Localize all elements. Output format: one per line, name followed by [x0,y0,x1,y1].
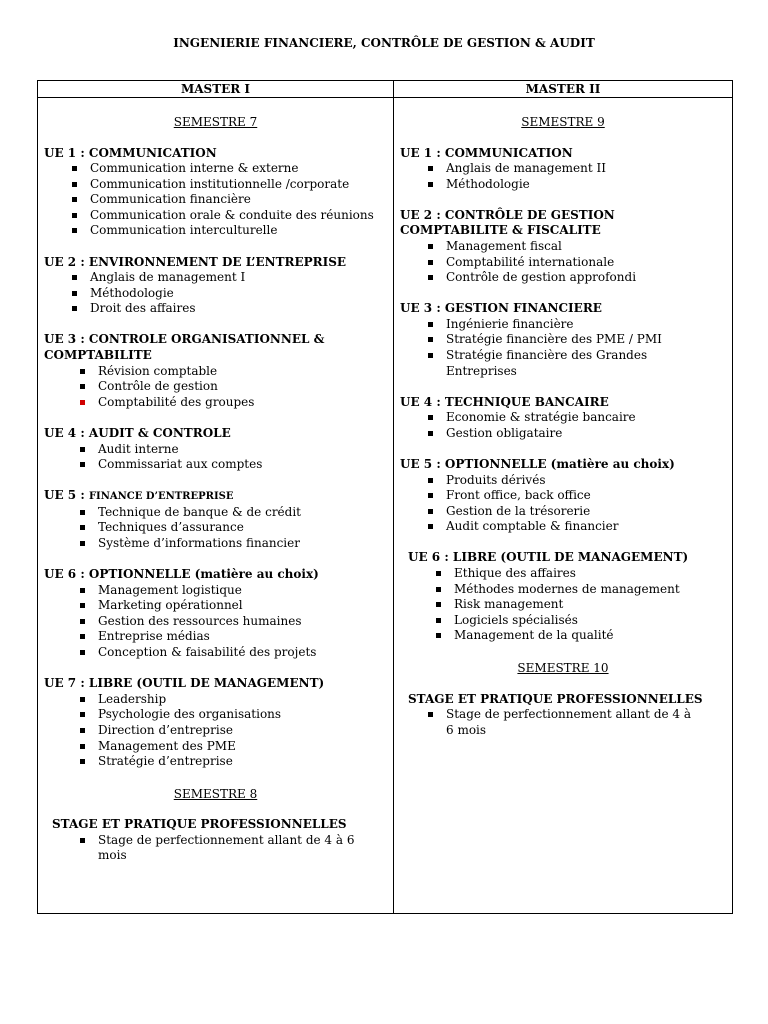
list-item: Techniques d’assurance [80,520,387,536]
semester-10-title: SEMESTRE 10 [517,661,609,676]
list-item: Comptabilité internationale [428,255,726,271]
list-item: Méthodologie [72,286,387,302]
ue-title: UE 1 : COMMUNICATION [44,145,217,160]
list-item: Technique de banque & de crédit [80,505,387,521]
semester-7-title: SEMESTRE 7 [173,115,258,129]
list-item: Contrôle de gestion approfondi [428,270,726,286]
list-item: Stratégie d’entreprise [80,754,387,770]
ue-title: UE 6 : LIBRE (OUTIL DE MANAGEMENT) [408,550,689,565]
master-1-header: MASTER I [38,81,394,98]
list-item: Economie & stratégie bancaire [428,410,726,426]
ue-title: UE 6 : OPTIONNELLE (matière au choix) [44,567,319,582]
stage-title: STAGE ET PRATIQUE PROFESSIONNELLES [408,691,703,706]
ue-title: UE 5 : OPTIONNELLE (matière au choix) [400,457,675,471]
list-item: Comptabilité des groupes [80,395,387,411]
list-item: Anglais de management I [72,270,387,286]
list-item: Audit interne [80,442,387,458]
list-item: Risk management [436,597,726,613]
list-item: Contrôle de gestion [80,379,387,395]
ue-block [44,255,387,317]
stage-title: STAGE ET PRATIQUE PROFESSIONNELLES [52,817,347,832]
list-item: Communication interne & externe [72,161,387,177]
list-item: Stage de perfectionnement allant de 4 à 6 mois [428,707,726,738]
ue-title: UE 3 : CONTROLE ORGANISATIONNEL & COMPTABILITE [44,332,325,363]
header-row [38,81,733,98]
list-item: Produits dérivés [428,473,726,489]
content-row [38,98,733,914]
semester-8-title: SEMESTRE 8 [173,786,258,801]
ue-block [400,550,726,644]
list-item: Communication financière [72,192,387,208]
ue-title: UE 2 : CONTRÔLE DE GESTION COMPTABILITE & FISCALITE [400,207,615,238]
list-item: Gestion des ressources humaines [80,614,387,630]
list-item: Direction d’entreprise [80,723,387,739]
list-item: Stratégie financière des Grandes Entreprises [428,348,726,379]
curriculum-table [37,80,733,914]
list-item: Commissariat aux comptes [80,457,387,473]
ue-title: UE 4 : AUDIT & CONTROLE [44,425,231,440]
list-item: Système d’informations financier [80,536,387,552]
list-item: Conception & faisabilité des projets [80,645,387,661]
ue-block [400,146,726,193]
list-item: Management fiscal [428,239,726,255]
master-2-header: MASTER II [394,81,733,98]
ue-block [400,208,726,286]
list-item: Méthodes modernes de management [436,582,726,598]
ue-title: UE 2 : ENVIRONNEMENT DE L’ENTREPRISE [44,254,347,269]
list-item: Management logistique [80,583,387,599]
ue-block [44,426,387,473]
list-item: Front office, back office [428,488,726,504]
master-2-cell [394,98,733,914]
ue-block [44,332,387,410]
ue-block [44,676,387,770]
list-item: Logiciels spécialisés [436,613,726,629]
list-item: Stage de perfectionnement allant de 4 à 6 mois [80,833,387,864]
ue-title [44,488,387,505]
ue-title: UE 3 : GESTION FINANCIERE [400,301,602,316]
page-title: INGENIERIE FINANCIERE, CONTRÔLE DE GESTION & AUDIT [173,36,595,50]
ue-block [400,457,726,535]
list-item: Entreprise médias [80,629,387,645]
list-item: Méthodologie [428,177,726,193]
ue-block [44,488,387,551]
ue-block [400,301,726,379]
list-item: Communication orale & conduite des réunions [72,208,387,224]
ue-title: UE 7 : LIBRE (OUTIL DE MANAGEMENT) [44,676,325,691]
list-item: Gestion obligataire [428,426,726,442]
master-1-cell [38,98,394,914]
list-item: Psychologie des organisations [80,707,387,723]
ue-title: UE 4 : TECHNIQUE BANCAIRE [400,394,609,409]
list-item: Ingénierie financière [428,317,726,333]
list-item: Stratégie financière des PME / PMI [428,332,726,348]
ue-title-prefix: UE 5 : [44,488,89,503]
list-item: Audit comptable & financier [428,519,726,535]
ue-block [44,567,387,661]
ue-title-small: FINANCE D’ENTREPRISE [88,491,234,503]
list-item: Marketing opérationnel [80,598,387,614]
list-item: Communication institutionnelle /corporate [72,177,387,193]
list-item: Révision comptable [80,364,387,380]
list-item: Management de la qualité [436,628,726,644]
list-item: Management des PME [80,739,387,755]
ue-title: UE 1 : COMMUNICATION [400,145,573,160]
semester-9-title: SEMESTRE 9 [521,115,605,129]
ue-block [44,146,387,240]
list-item: Gestion de la trésorerie [428,504,726,520]
list-item: Droit des affaires [72,301,387,317]
list-item: Ethique des affaires [436,566,726,582]
list-item: Leadership [80,692,387,708]
list-item: Communication interculturelle [72,223,387,239]
ue-block [400,395,726,442]
list-item: Anglais de management II [428,161,726,177]
